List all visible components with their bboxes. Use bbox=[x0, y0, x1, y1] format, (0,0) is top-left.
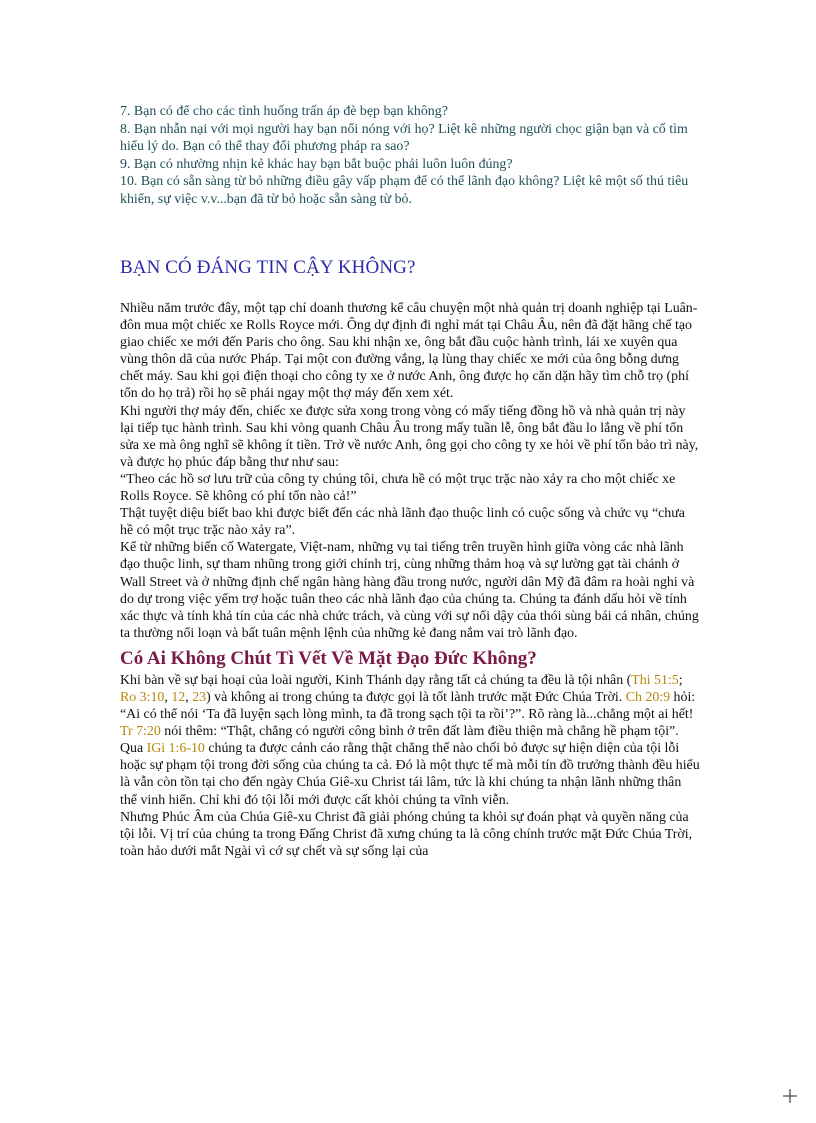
text-run: ) và không ai trong chúng ta được gọi là tốt lành trước mặt Đức Chúa Trời. bbox=[206, 689, 626, 705]
scripture-link-ro-3-12[interactable]: 12 bbox=[171, 689, 186, 705]
section-heading-trustworthy: BẠN CÓ ĐÁNG TIN CẬY KHÔNG? bbox=[120, 257, 416, 278]
paragraph-spiritual-leaders: Thật tuyệt diệu biết bao khi được biết đến các nhà lãnh đạo thuộc linh có cuộc sống và chức vụ “chưa hề có một trục trặc nào xảy ra”. bbox=[120, 506, 685, 539]
scripture-link-igi-1-6-10[interactable]: IGi 1:6-10 bbox=[146, 741, 205, 757]
scripture-link-ro-3-23[interactable]: 23 bbox=[192, 689, 207, 705]
text-run: hỏi: “Ai có thể nói ‘Ta đã luyện sạch lòng mình, ta đã trong sạch tội ta rồi’?”. Rõ ràng là...chẳng một ai hết! bbox=[120, 689, 696, 723]
question-list bbox=[120, 103, 700, 208]
text-run: chúng ta được cảnh cáo rằng thật chẳng thể nào chối bỏ được sự hiện diện của tội lỗi hoặc sự phạm tội trong đời sống của chúng ta cả. Đó là một thực tế mà mỗi tín đồ trưởng thành đều hiểu là vẫn còn tồn tại cho đến ngày Chúa Giê-xu Christ tái lâm, tức là khi chúng ta nhận lãnh những thân thể vinh hiển. Chỉ khi đó tội lỗi mới được cất khỏi chúng ta vĩnh viễn. bbox=[120, 741, 700, 808]
question-7: 7. Bạn có để cho các tình huống trấn áp đè bẹp bạn không? bbox=[120, 104, 448, 119]
question-8: 8. Bạn nhẫn nại với mọi người hay bạn nổi nóng với họ? Liệt kê những người chọc giận bạn và cố tìm hiểu lý do. Bạn có thể thay đổi phương pháp ra sao? bbox=[120, 121, 688, 154]
section-heading-blameless: Có Ai Không Chút Tì Vết Về Mặt Đạo Đức Không? bbox=[120, 647, 537, 669]
page-corner-mark-icon bbox=[783, 1089, 797, 1103]
paragraph-presence-of-sin bbox=[120, 740, 700, 808]
paragraph-human-corruption bbox=[120, 672, 700, 740]
section-body bbox=[120, 300, 700, 860]
paragraph-company-letter: “Theo các hồ sơ lưu trữ của công ty chúng tôi, chưa hề có một trục trặc nào xảy ra cho một chiếc xe Rolls Royce. Sẽ không có phí tổn nào cả!” bbox=[120, 471, 676, 505]
paragraph-mechanic: Khi người thợ máy đến, chiếc xe được sửa xong trong vòng có mấy tiếng đồng hồ và nhà quản trị này lại tiếp tục hành trình. Sau khi vòng quanh Châu Âu trong mấy tuần lễ, ông bắt đầu lo lắng về phí tổn sửa xe mà ông nghĩ sẽ không ít tiền. Trở về nước Anh, ông gọi cho công ty xe hỏi về phí tổn bảo trì này, và được họ phúc đáp bằng thư như sau: bbox=[120, 403, 699, 470]
text-run: , bbox=[164, 689, 172, 705]
scripture-link-ch-20-9[interactable]: Ch 20:9 bbox=[625, 689, 671, 705]
scripture-link-ro-3-10[interactable]: Ro 3:10 bbox=[120, 689, 165, 705]
document-page bbox=[120, 103, 700, 860]
text-run: , bbox=[185, 689, 193, 705]
text-run: nói thêm: “Thật, chẳng có người công bình ở trên đất làm điều thiện mà chẳng hề phạm tội”. bbox=[160, 724, 679, 740]
text-run: ; bbox=[678, 672, 683, 688]
text-run: Khi bàn về sự bại hoại của loài người, Kinh Thánh dạy rằng tất cả chúng ta đều là tội nhân ( bbox=[120, 672, 632, 688]
scripture-link-tr-7-20[interactable]: Tr 7:20 bbox=[120, 724, 161, 740]
paragraph-gospel-freedom: Nhưng Phúc Âm của Chúa Giê-xu Christ đã giải phóng chúng ta khỏi sự đoán phạt và quyền năng của tội lỗi. Vị trí của chúng ta trong Đấng Christ đã xưng chúng ta là công chính trước mặt Đức Chúa Trời, toàn hảo dưới mắt Ngài vì cớ sự chết và sự sống lại của bbox=[120, 809, 693, 859]
scripture-link-thi-51-5[interactable]: Thi 51:5 bbox=[631, 672, 679, 688]
paragraph-rolls-royce-story: Nhiều năm trước đây, một tạp chí doanh thương kể câu chuyện một nhà quản trị doanh nghiệp tại Luân-đôn mua một chiếc xe Rolls Royce mới. Ông dự định đi nghỉ mát tại Châu Âu, nên đã đặt hãng chế tạo giao chiếc xe mới đến Paris cho ông. Sau khi nhận xe, ông bắt đầu cuộc hành trình, lái xe xuyên qua vùng thôn dã của nước Pháp. Tại một con đường vắng, lạ lùng thay chiếc xe mới của ông bỗng dưng chết máy. Sau khi gọi điện thoại cho công ty xe ở nước Anh, ông được họ căn dặn hãy tìm chỗ trọ (phí tổn do họ trả) rồi họ sẽ phái ngay một thợ máy đến xem xét. bbox=[120, 301, 698, 402]
question-10: 10. Bạn có sẵn sàng từ bỏ những điều gây vấp phạm để có thể lãnh đạo không? Liệt kê một số thú tiêu khiển, sự việc v.v...bạn đã từ bỏ hoặc sẵn sàng từ bỏ. bbox=[120, 174, 689, 207]
question-9: 9. Bạn có nhường nhịn kẻ khác hay bạn bắt buộc phải luôn luôn đúng? bbox=[120, 156, 513, 172]
paragraph-watergate: Kể từ những biến cố Watergate, Việt-nam, những vụ tai tiếng trên truyền hình giữa vòng các nhà lãnh đạo thuộc linh, sự tham nhũng trong giới chính trị, cùng những thảm hoạ và sự lường gạt tài chánh ở Wall Street và ở những định chế ngân hàng hàng đầu trong nước, người dân Mỹ đã đâm ra hoài nghi và do dự trong việc yểm trợ hoặc tuân theo các nhà lãnh đạo của chúng ta. Chúng ta đánh dấu hỏi về tính xác thực và tính khả tín của các nhà chức trách, và cùng với sự nổi dậy của thói sùng bái cá nhân, chúng ta thường nổi loạn và bất tuân mệnh lệnh của những kẻ đang nắm vai trò lãnh đạo. bbox=[120, 540, 699, 641]
text-run: Qua bbox=[120, 741, 147, 757]
